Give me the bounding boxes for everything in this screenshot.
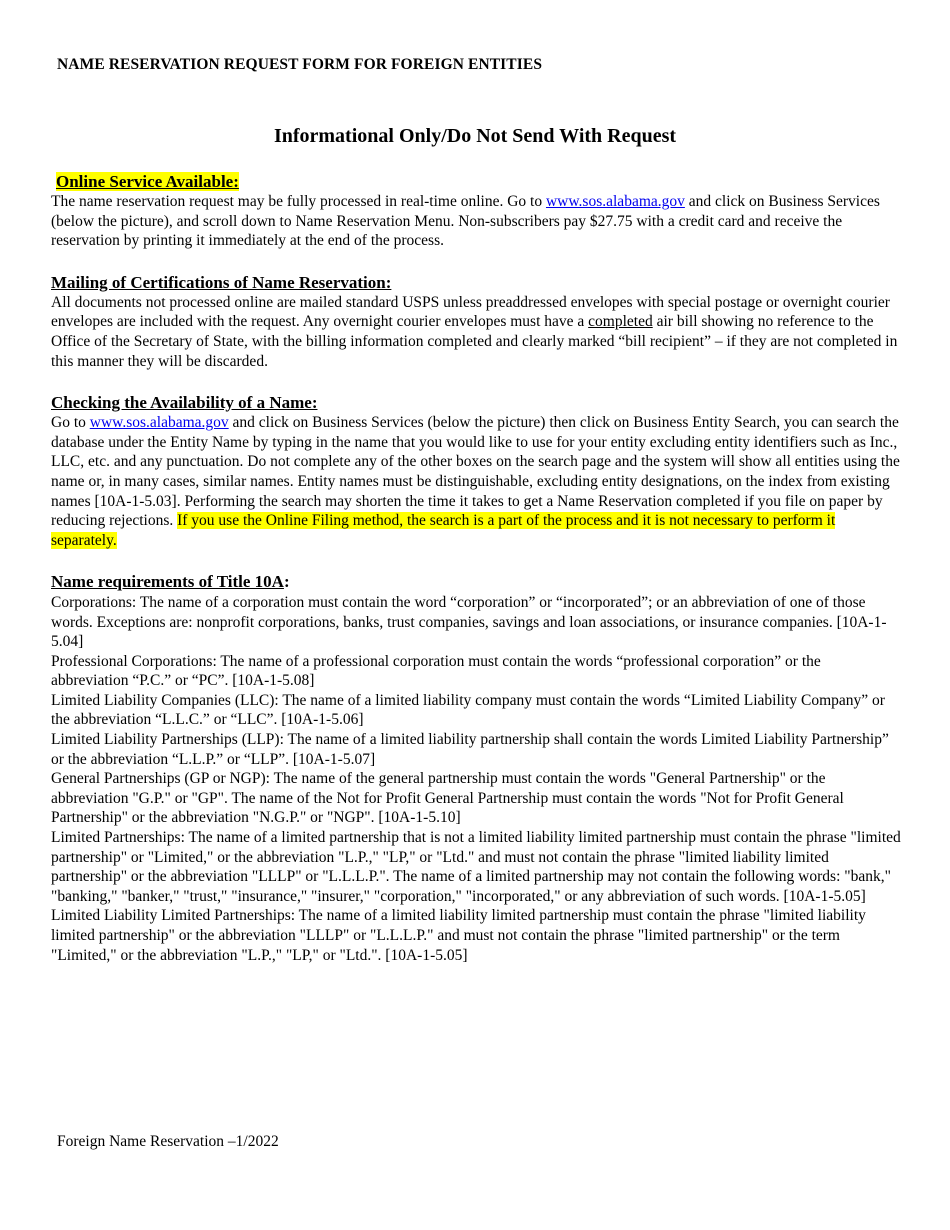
online-service-heading: Online Service Available: [56,172,239,191]
requirement-limited-partnerships: Limited Partnerships: The name of a limited partnership that is not a limited liability limited partnership must contain the phrase "limited partnership" or "Limited," or the abbreviation "L.P.," "LP," or "Ltd." and must not contain the phrase "limited liability limited partnership" or the abbreviation "LLLP" or "L.L.L.P.". The name of a limited partnership may not contain the following words: "bank," "banking," "banker," "trust," "insurance," "insurer," "corporation," "incorporated," or any abbreviation of such words. [10A-1-5.05] [51,829,901,905]
requirement-professional-corporations: Professional Corporations: The name of a professional corporation must contain the words “professional corporation” or the abbreviation “P.C.” or “PC”. [10A-1-5.08] [51,652,821,690]
requirement-general-partnerships: General Partnerships (GP or NGP): The name of the general partnership must contain the words "General Partnership" or the abbreviation "G.P." or "GP". The name of the Not for Profit General Partnership must contain the words "Not for Profit General Partnership" or the abbreviation "N.G.P." or "NGP". [10A-1-5.10] [51,770,844,827]
sos-website-link[interactable]: www.sos.alabama.gov [545,193,685,210]
requirement-lllp: Limited Liability Limited Partnerships: The name of a limited liability limited partnership must contain the phrase "limited liability limited partnership" or the abbreviation "LLLP" or "L.L.L.P." and must not contain the phrase "limited partnership" or the term "Limited," or the abbreviation "L.P.," "LP," or "Ltd.". [10A-1-5.05] [51,907,866,964]
checking-availability-section [51,393,901,550]
sos-website-link-2[interactable]: www.sos.alabama.gov [89,414,229,432]
checking-availability-heading: Checking the Availability of a Name: [51,393,318,413]
online-service-section [51,172,901,251]
name-requirements-section [51,572,901,965]
mailing-heading: Mailing of Certifications of Name Reservation: [51,272,392,292]
mailing-section [51,273,901,371]
checking-availability-text: Go to www.sos.alabama.gov and click on Business Services (below the picture) then click on Business Entity Search, you can search the database under the Entity Name by typing in the name that you would like to use for your entity excluding entity identifiers such as Inc., LLC, etc. and any punctuation. Do not complete any of the other boxes on the search page and the system will show all entities using the name or, in many cases, similar names. Entity names must be distinguishable, excluding entity designations, on the index from existing names [10A-1-5.03]. Performing the search may shorten the time it takes to get a Name Reservation completed if you file on paper by reducing rejections. If you use the Online Filing method, the search is a part of the process and it is not necessary to perform it separately. [51,414,900,549]
name-requirements-heading: Name requirements of Title 10A: [51,572,290,592]
document-body [51,172,901,965]
form-title: NAME RESERVATION REQUEST FORM FOR FOREIGN ENTITIES [57,56,543,73]
requirement-llc: Limited Liability Companies (LLC): The name of a limited liability company must contain the words “Limited Liability Company” or the abbreviation “L.L.C.” or “LLC”. [10A-1-5.06] [51,691,885,729]
footer-form-version: Foreign Name Reservation –1/2022 [57,1133,279,1150]
requirement-llp: Limited Liability Partnerships (LLP): The name of a limited liability partnership shall contain the words Limited Liability Partnership” or the abbreviation “L.L.P.” or “LLP”. [10A-1-5.07] [51,731,889,768]
informational-heading: Informational Only/Do Not Send With Request [273,125,677,147]
online-filing-highlight: If you use the Online Filing method, the search is a part of the process and it is not necessary to perform it separately. [51,512,836,549]
mailing-text: All documents not processed online are mailed standard USPS unless preaddressed envelopes with special postage or overnight courier envelopes are included with the request. Any overnight courier envelopes must have a completed air bill showing no reference to the Office of the Secretary of State, with the billing information completed and clearly marked “bill recipient” – if they are not completed in this manner they will be discarded. [51,293,898,370]
requirement-corporations: Corporations: The name of a corporation must contain the word “corporation” or “incorporated”; or an abbreviation of one of those words. Exceptions are: nonprofit corporations, banks, trust companies, savings and loan associations, or insurance companies. [10A-1-5.04] [51,593,887,651]
online-service-text: The name reservation request may be fully processed in real-time online. Go to www.sos.alabama.gov and click on Business Services (below the picture), and scroll down to Name Reservation Menu. Non-subscribers pay $27.75 with a credit card and receive the reservation by printing it immediately at the end of the process. [51,193,880,250]
